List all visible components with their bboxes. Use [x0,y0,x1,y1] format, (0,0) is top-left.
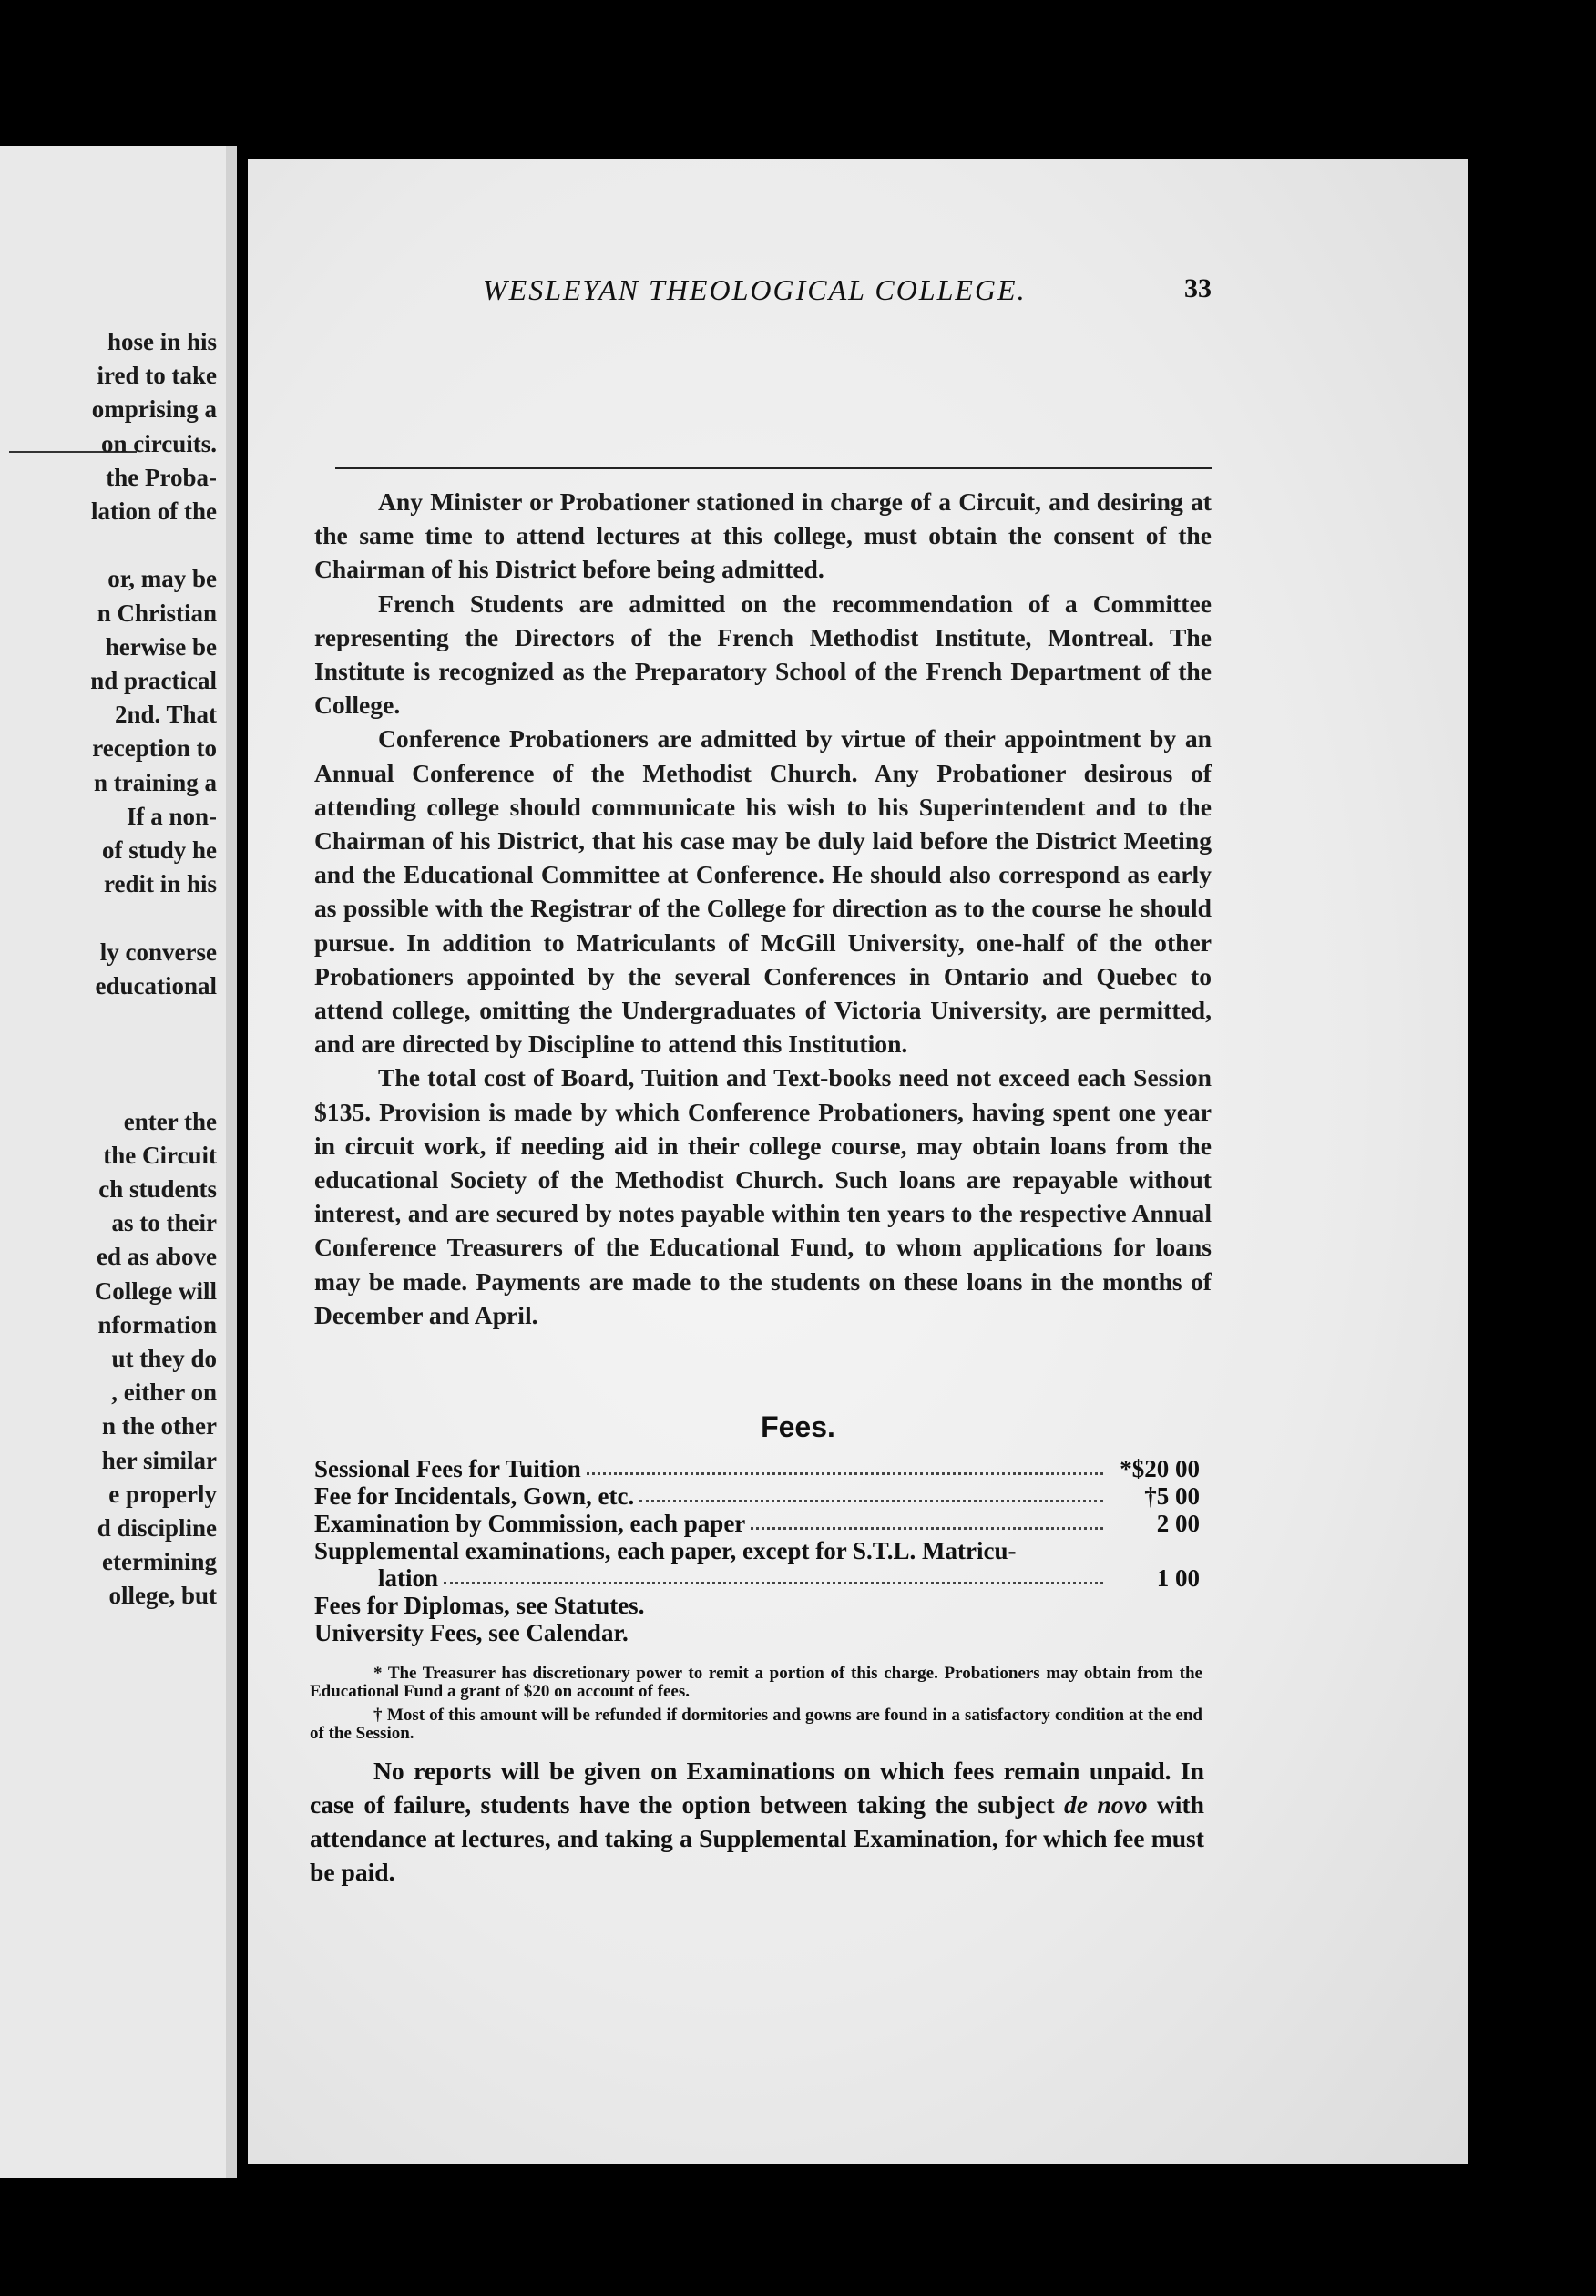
leader-dots [639,1500,1103,1502]
left-page-line: the Circuit [103,1141,217,1169]
footnotes [310,1665,1202,1748]
page-gutter [226,146,237,2178]
paragraph-ministers: Any Minister or Probationer stationed in charge of a Circuit, and desiring at the same time to attend lectures at this college, must obtain the consent of the Chairman of his District before being admitted. [314,487,1212,584]
fee-label-continuation: lation [378,1564,439,1592]
fee-row [314,1510,1200,1537]
left-page-line: ly converse [99,938,217,966]
paragraph-total-cost: The total cost of Board, Tuition and Text-books need not exceed each Session $135. Provision is made by which Conference Probationers, having spent one year in circuit work, if needing aid in their college course, may obtain loans from the educational Society of the Methodist Church. Such loans are repayable without interest, and are secured by notes payable within ten years to the respective Annual Conference Treasurers of the Educational Fund, to whom applications for loans may be made. Payments are made to the students on these loans in the months of December and April. [314,1063,1212,1329]
leader-dots [751,1527,1103,1530]
paragraph-french-students: French Students are admitted on the recommendation of a Committee representing the Directors of the French Methodist Institute, Montreal. The Institute is recognized as the Preparatory School of the French Department of the College. [314,589,1212,720]
fee-label: Supplemental examinations, each paper, except for S.T.L. Matricu- [314,1537,1017,1564]
fee-label: University Fees, see Calendar. [314,1619,629,1646]
fees-heading: Fees. [761,1410,835,1443]
left-page-line: , either on [111,1379,217,1407]
left-page-line: hose in his [107,328,217,355]
left-page-line: reception to [92,734,217,763]
fee-row [314,1482,1200,1510]
fee-row [314,1619,1200,1646]
left-page-line: omprising a [91,395,217,424]
leader-dots [587,1472,1103,1475]
fee-row [314,1564,1200,1592]
fee-amount: 1 00 [1156,1564,1200,1592]
left-page-line: ch students [98,1175,217,1203]
left-page-line: ollege, but [108,1582,217,1610]
running-title: WESLEYAN THEOLOGICAL COLLEGE. [483,273,1027,306]
fee-label: Fee for Incidentals, Gown, etc. [314,1482,635,1510]
running-head [455,273,1221,313]
left-page-line: ut they do [111,1345,217,1372]
fee-label: Sessional Fees for Tuition [314,1455,581,1482]
left-page-line: etermining [102,1548,217,1576]
closing-text [310,1754,1204,1889]
left-page-line: nd practical [90,667,217,694]
left-page-line: the Proba- [106,463,217,491]
left-page-fragment [0,146,226,2178]
fee-amount: 2 00 [1156,1510,1200,1537]
left-page-line: d discipline [97,1514,217,1542]
body-text [314,485,1212,1332]
fee-amount: *$20 00 [1120,1455,1200,1482]
left-page-line: nformation [97,1310,217,1338]
left-page-line: as to their [111,1209,217,1237]
left-page-line: 2nd. That [114,701,217,729]
fee-row [314,1455,1200,1482]
fee-label: Fees for Diplomas, see Statutes. [314,1592,645,1619]
left-page-line: n Christian [97,599,217,627]
page-number: 33 [1184,273,1212,303]
left-page-line: College will [94,1276,217,1305]
footnote-dagger: † Most of this amount will be refunded if dormitories and gowns are found in a satisfactory condition at the end of the Session. [310,1706,1202,1743]
left-page-line: ed as above [96,1243,217,1271]
left-page-line: If a non- [126,802,217,830]
fees-table [314,1455,1200,1646]
paragraph-conference-probationers: Conference Probationers are admitted by virtue of their appointment by an Annual Conference of the Methodist Church. Any Probationer desirous of attending college should communicate his wish to his Superintendent and to the Chairman of his District, that his case may be duly laid before the District Meeting and the Educational Committee at Conference. He should also correspond as early as possible with the Registrar of the College for direction as to the course he should pursue. In addition to Matriculants of McGill University, one-half of the other Probationers appointed by the several Conferences in Ontario and Quebec to attend college, omitting the Undergraduates of Victoria University, are permitted, and are directed by Discipline to attend this Institution. [314,724,1212,1059]
fee-label: Examination by Commission, each paper [314,1510,746,1537]
left-page-line: lation of the [91,497,217,525]
left-page-line: e properly [108,1480,217,1508]
closing-tail: with attendance at lectures, and taking a Supplemental Examination, for which fee must be paid. [310,1790,1204,1886]
fee-row [314,1537,1200,1564]
closing-lead: No reports will be given on Examinations on which fees remain unpaid. In case of failure, students have the option between taking the subject [310,1757,1204,1819]
closing-paragraph [310,1754,1204,1889]
fee-row [314,1592,1200,1619]
leader-dots [444,1582,1103,1584]
left-page-line: on circuits. [101,429,217,457]
left-page-line: her similar [101,1446,217,1474]
fee-amount: †5 00 [1144,1482,1200,1510]
left-page-line: or, may be [107,565,217,593]
footnote-asterisk: * The Treasurer has discretionary power to remit a portion of this charge. Probationers may obtain from the Educational Fund a grant of $20 on account of fees. [310,1664,1202,1701]
header-rule [335,467,1212,469]
left-page-line: ired to take [97,362,217,390]
left-page-line: educational [95,971,217,999]
left-page-line: of study he [101,836,217,864]
left-page-line: herwise be [105,632,217,661]
left-page-line: enter the [123,1107,217,1135]
left-page-line: n the other [102,1412,217,1440]
latin-phrase: de novo [1064,1790,1148,1819]
left-page-line: n training a [93,768,217,796]
left-page-line: redit in his [103,870,217,898]
